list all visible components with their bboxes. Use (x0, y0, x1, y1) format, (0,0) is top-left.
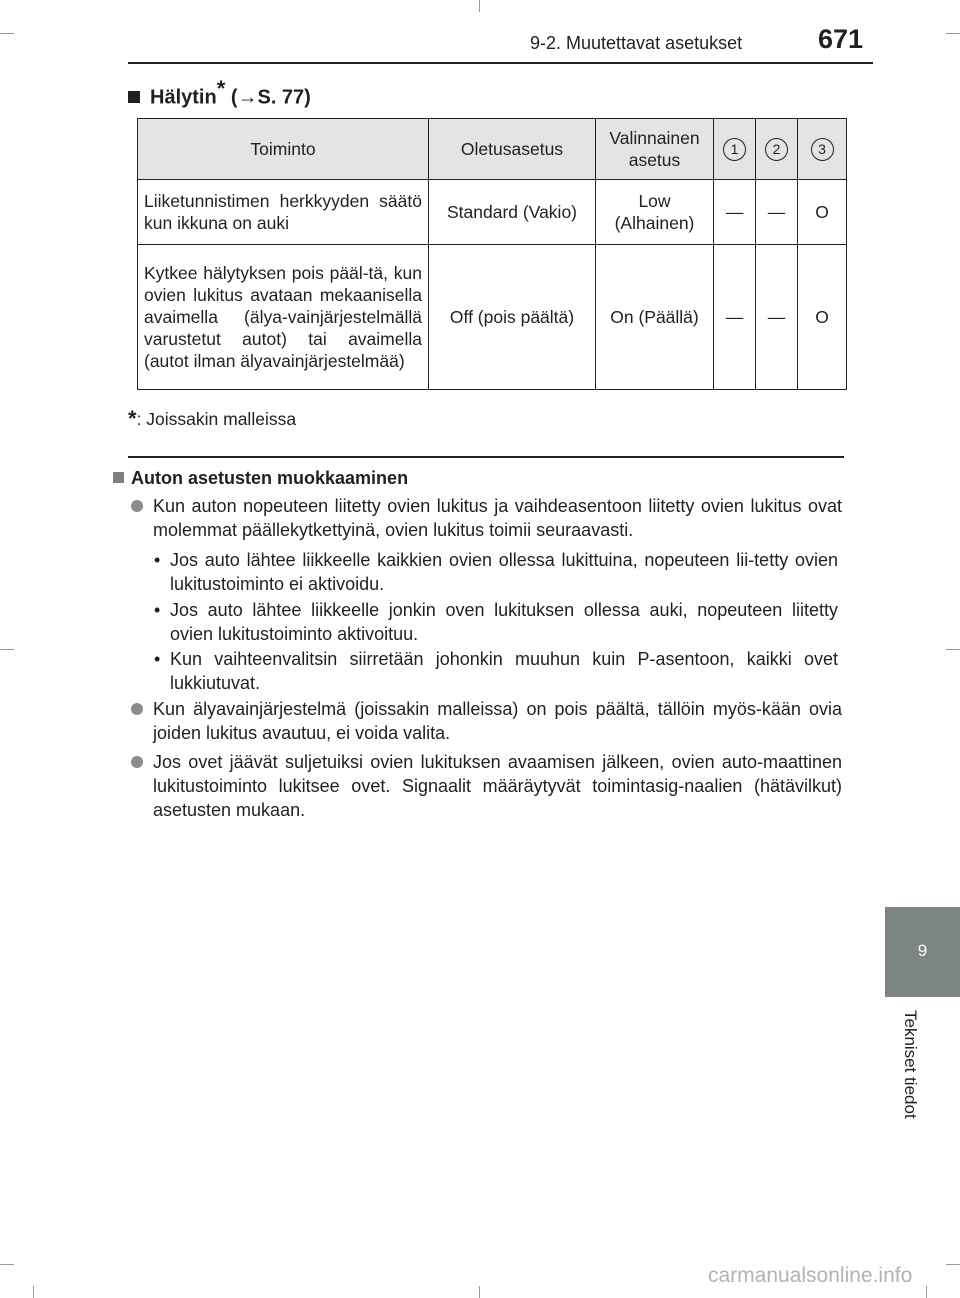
cell-c3: O (798, 180, 847, 245)
crop-mark (479, 1286, 480, 1298)
list-item (131, 697, 842, 745)
settings-table (137, 118, 847, 390)
header-section-title: 9-2. Muutettavat asetukset (530, 33, 743, 53)
circled-number-2-icon: 2 (765, 138, 788, 161)
watermark: carmanualsonline.info (708, 1264, 913, 1287)
cell-default: Standard (Vakio) (429, 180, 596, 245)
cell-c3: O (798, 245, 847, 390)
list-item-text: Jos ovet jäävät suljetuiksi ovien lukituksen avaamisen jälkeen, ovien auto-maattinen lukitustoiminto lukitsee ovet. Signaalit määräytyvät toimintasig-naalien (hätävilkut) asetusten mukaan. (153, 752, 842, 820)
dot-bullet-icon: • (154, 600, 161, 620)
dot-bullet-icon: • (154, 649, 161, 669)
square-bullet-icon (128, 91, 140, 103)
chapter-number: 9 (917, 941, 928, 960)
cell-function: Kytkee hälytyksen pois pääl-tä, kun ovien lukitus avataan mekaanisella avaimella (älya-vainjärjestelmällä varustetut autot) tai avaimella (autot ilman älyavainjärjestelmää) (138, 245, 429, 390)
sub-list-item (154, 548, 838, 596)
square-bullet-icon (113, 472, 124, 483)
list-item-text: Kun auton nopeuteen liitetty ovien lukitus ja vaihdeasentoon liitetty ovien lukitus ovat molemmat päällekytkettyinä, ovien lukitus toimii seuraavasti. (153, 496, 842, 540)
sub-list-item-text: Kun vaihteenvalitsin siirretään johonkin muuhun kuin P-asentoon, kaikki ovet lukkiutuvat. (170, 649, 838, 693)
round-bullet-icon (131, 756, 143, 768)
cell-function: Liiketunnistimen herkkyyden säätö kun ikkuna on auki (138, 180, 429, 245)
col-header-optional: Valinnainen asetus (596, 119, 714, 180)
chapter-label: Tekniset tiedot (901, 1010, 920, 1119)
cell-c2: — (756, 245, 798, 390)
asterisk-mark: * (216, 76, 226, 101)
crop-mark (926, 1286, 927, 1298)
crop-mark (479, 0, 480, 12)
cell-optional: On (Päällä) (596, 245, 714, 390)
header-divider (128, 62, 873, 64)
sub-list-item (154, 647, 838, 695)
crop-mark (946, 1264, 960, 1265)
table-header-row (138, 119, 847, 180)
subsection-heading (113, 468, 408, 489)
section-divider (128, 456, 844, 458)
sub-list-item (154, 598, 838, 646)
circled-number-1-icon: 1 (723, 138, 746, 161)
footnote-text: : Joissakin malleissa (136, 409, 297, 429)
col-header-function: Toiminto (138, 119, 429, 180)
section-heading (128, 76, 311, 110)
subsection-title: Auton asetusten muokkaaminen (131, 468, 409, 488)
footnote (128, 406, 296, 432)
cell-c1: — (714, 245, 756, 390)
list-item (131, 750, 842, 822)
section-title-text: Hälytin (150, 86, 217, 109)
crop-mark (946, 33, 960, 34)
chapter-tab[interactable] (885, 907, 960, 997)
col-header-1 (714, 119, 756, 180)
crop-mark (0, 649, 14, 650)
table-row (138, 180, 847, 245)
crop-mark (33, 1286, 34, 1298)
col-header-2 (756, 119, 798, 180)
col-header-default: Oletusasetus (429, 119, 596, 180)
table-row (138, 245, 847, 390)
circled-number-3-icon: 3 (811, 138, 834, 161)
col-header-3 (798, 119, 847, 180)
cell-c1: — (714, 180, 756, 245)
crop-mark (0, 1264, 14, 1265)
page-reference: (→S. 77) (230, 86, 311, 109)
round-bullet-icon (131, 500, 143, 512)
crop-mark (0, 33, 14, 34)
dot-bullet-icon: • (154, 550, 161, 570)
cell-c2: — (756, 180, 798, 245)
list-item-text: Kun älyavainjärjestelmä (joissakin malleissa) on pois päältä, tällöin myös-kään ovia joiden lukitus avautuu, ei voida valita. (153, 699, 842, 743)
page-number: 671 (818, 24, 864, 54)
crop-mark (946, 649, 960, 650)
footnote-asterisk: * (128, 406, 137, 431)
sub-list-item-text: Jos auto lähtee liikkeelle kaikkien ovien ollessa lukittuina, nopeuteen lii-tetty ovien lukitustoiminto ei aktivoidu. (170, 550, 838, 594)
round-bullet-icon (131, 703, 143, 715)
cell-optional: Low (Alhainen) (596, 180, 714, 245)
sub-list-item-text: Jos auto lähtee liikkeelle jonkin oven lukituksen ollessa auki, nopeuteen liitetty ovien lukitustoiminto aktivoituu. (170, 600, 838, 644)
list-item (131, 494, 842, 542)
cell-default: Off (pois päältä) (429, 245, 596, 390)
